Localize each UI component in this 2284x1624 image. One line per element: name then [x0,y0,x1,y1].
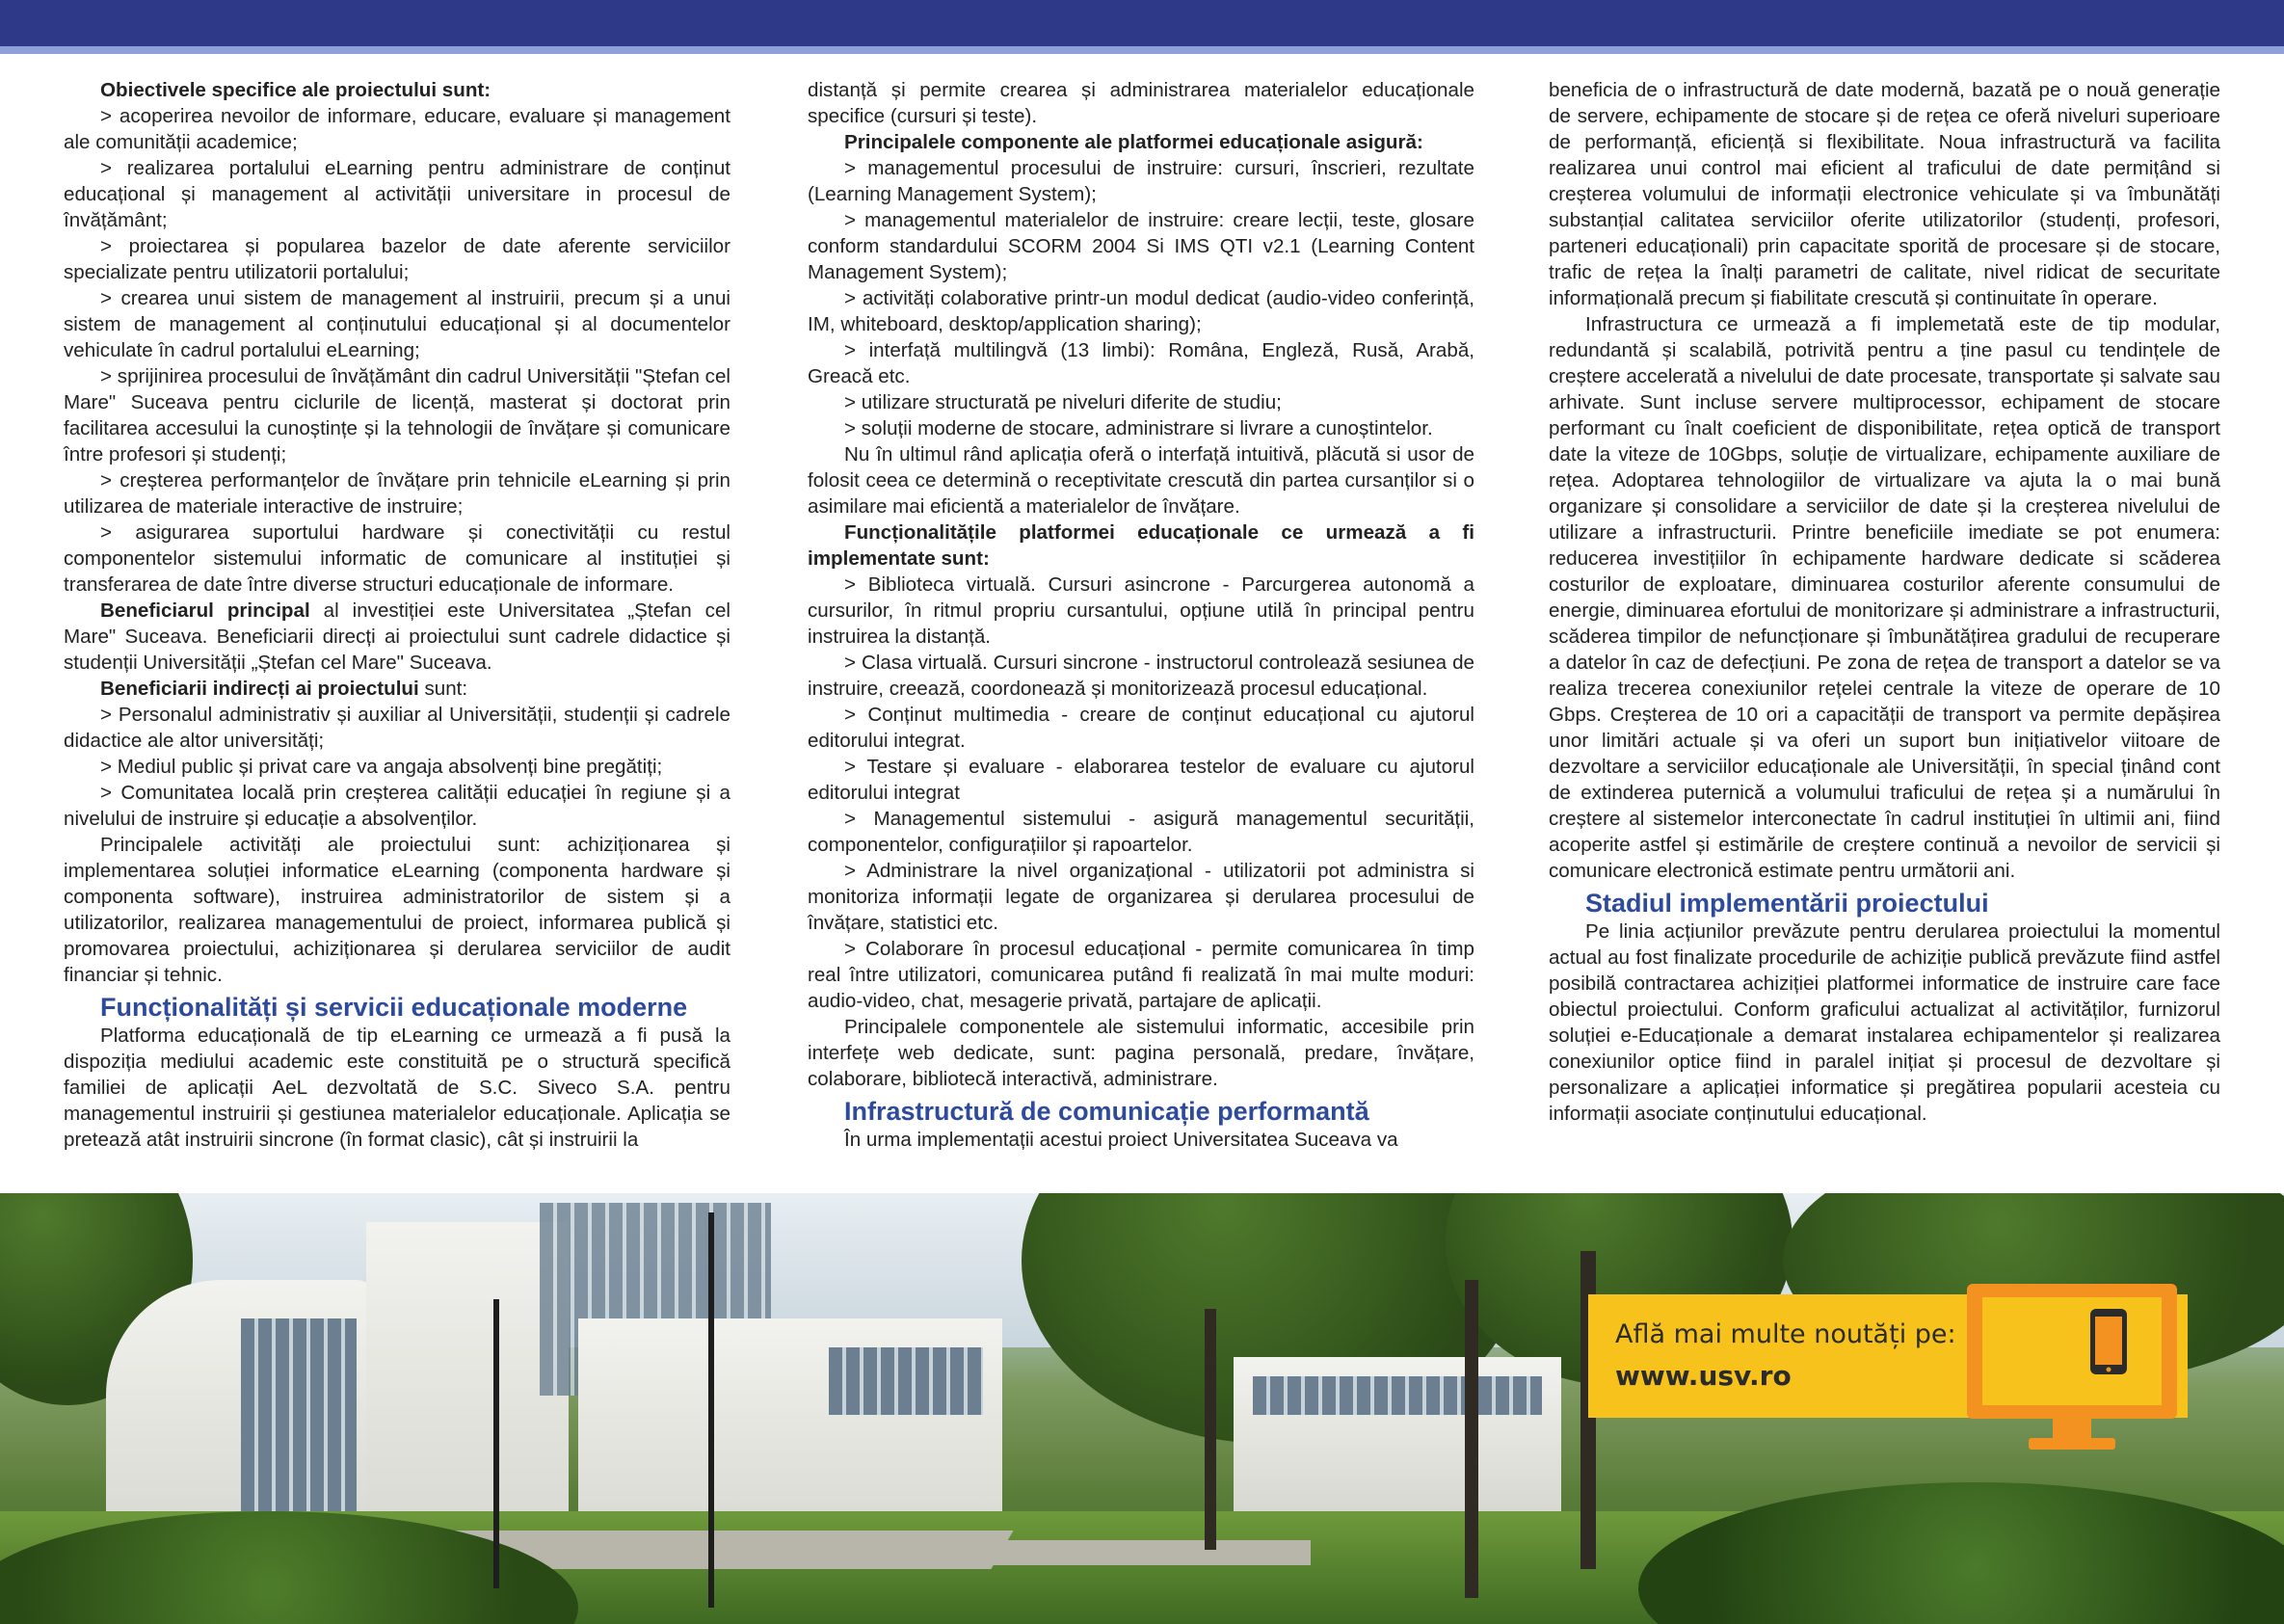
component-item: > managementul procesului de instruire: cursuri, înscrieri, rezultate (Learning Management System); [808,157,1474,205]
platform-paragraph-continued: distanță și permite crearea și administrarea materialelor educaționale specifice (cursuri și teste). [808,79,1474,127]
component-item: > activități colaborative printr-un modul dedicat (audio-video conferință, IM, whiteboard, desktop/application sharing); [808,287,1474,335]
functionality-item: > Testare și evaluare - elaborarea testelor de evaluare cu ajutorul editorului integrat [808,756,1474,804]
building-windows [829,1347,983,1415]
functionality-item: > Conținut multimedia - creare de conținut educațional cu ajutorul editorului integrat. [808,704,1474,752]
section-heading-functionalities: Funcționalități și servicii educaționale moderne [100,993,688,1022]
system-components-paragraph: Principalele componentele ale sistemului informatic, accesibile prin interfețe web dedicate, sunt: pagina personală, predare, învățare, colaborare, bibliotecă interactivă, administrare. [808,1016,1474,1090]
infrastructure-paragraph-continued: beneficia de o infrastructură de date modernă, bazată pe o nouă generație de servere, echipamente de stocare și de rețea ce oferă niveluri superioare de performanță, eficiență si flexibilitate. Noua infrastructură va facilita realizarea unui control mai eficient al traficului de date permițând si creșterea volumului de informații electronice vehiculate și va îmbunătăți substanțial calitatea serviciilor oferite utilizatorilor (studenți, profesori, parteneri educaționali) prin capacitate sporită de procesare și de stocare, trafic de rețea la înalți parametri de calitate, nivel ridicat de securitate informațională precum și fiabilitate crescută și continuitate în operare. [1549,79,2220,309]
objective-item: > realizarea portalului eLearning pentru administrare de conținut educațional și management al activității universitare in procesul de învățământ; [64,157,730,231]
objective-item: > creșterea performanțelor de învățare prin tehnicile eLearning și prin utilizarea de materiale interactive de instruire; [64,469,730,518]
lamp-post [493,1299,499,1588]
platform-paragraph: Platforma educațională de tip eLearning ce urmează a fi pusă la dispoziția mediului academic este constituită pe o structură specifică familiei de aplicații AeL dezvoltată de S.C. Siveco S.A. pentru managementul instruirii și gestiunea materialelor educaționale. Aplicația se pretează atât instruirii sincrone (în format clasic), cât și instruirii la [64,1025,730,1151]
section-heading-status: Stadiul implementării proiectului [1585,889,1989,918]
column-3 [1549,77,2220,1127]
beneficiary-item: > Comunitatea locală prin creșterea calității educației în regiune și a nivelului de instruire și educație a absolvenților. [64,782,730,830]
infrastructure-details-paragraph: Infrastructura ce urmează a fi implemetată este de tip modular, redundantă și scalabilă, potrivită pentru a ține pasul cu tendințele de creștere accelerată a nivelului de date procesate, transportate și salvate sau arhivate. Sunt incluse servere multiprocessor, echipament de stocare performant cu înalt coeficient de disponibilitate, rețea optică de transport date la viteze de 10Gbps, soluție de virtualizare, echipamente auxiliare de rețea. Adoptarea tehnologiilor de virtualizare va ajuta la o mai bună organizare și consolidare a serviciilor de date și la creșterea nivelului de utilizare a infrastructurii. Printre beneficiile imediate se pot enumera: reducerea investițiilor în echipamente hardware dedicate si scăderea costurilor de exploatare, diminuarea costurilor aferente consumului de energie, diminuarea efortului de monitorizare și administrare a infrastructurii, scăderea timpilor de nefuncționare și îmbunătățirea gradului de recuperare a datelor în caz de defecțiuni. Pe zona de rețea de transport a datelor se va realiza trecerea conexiunilor rețelei centrale la viteze de operare de 10 Gbps. Creșterea de 10 ori a capacității de transport va permite depășirea unor limitări actuale și va oferi un suport bun inițiativelor viitoare de dezvoltare a serviciilor educaționale ale Universității, în special ținând cont de extinderea puternică a volumului traficului de rețea și a numărului în creștere al sistemelor interconectate în cadrul instituției în ultimii ani, fiind acoperite astfel și estimările de creștere continuă a nevoilor de servicii și comunicare electronică estimate pentru următorii ani. [1549,313,2220,882]
component-item: > soluții moderne de stocare, administrare si livrare a cunoștintelor. [844,417,1433,439]
component-item: > managementul materialelor de instruire: creare lecții, teste, glosare conform standardului SCORM 2004 Si IMS QTI v2.1 (Learning Content Management System); [808,209,1474,283]
main-beneficiary-paragraph [64,598,730,676]
functionality-item: > Clasa virtuală. Cursuri sincrone - instructorul controlează sesiunea de instruire, creează, coordonează și monitorizează procesul educațional. [808,652,1474,700]
objective-item: > crearea unui sistem de management al instruirii, precum și a unui sistem de management al conținutului educațional și al documentelor vehiculate în cadrul portalului eLearning; [64,287,730,361]
indirect-beneficiaries-paragraph [64,676,730,702]
shrub [1638,1482,2284,1624]
monitor-phone-icon [1961,1278,2183,1457]
component-item: > interfață multilingvă (13 limbi): Româna, Engleză, Rusă, Arabă, Greacă etc. [808,339,1474,387]
functionality-item: > Managementul sistemului - asigură managementul securității, componentelor, configurațiilor și rapoartelor. [808,808,1474,856]
lamp-post [708,1212,714,1608]
functionalities-heading: Funcționalitățile platformei educaționale ce urmează a fi implementate sunt: [808,521,1474,570]
tree-trunk [1465,1280,1478,1598]
building-glass [241,1318,357,1511]
indirect-beneficiaries-text: sunt: [418,678,468,700]
objectives-heading: Obiectivele specifice ale proiectului sunt: [100,79,491,101]
status-paragraph: Pe linia acțiunilor prevăzute pentru derularea proiectului la momentul actual au fost finalizate procedurile de achiziție publică prevăzute fiind astfel posibilă contractarea achiziției platformei informatice de instruire care face obiectul proiectului. Conform graficului actualizat al activităților, furnizorul soluției e-Educaționale a demarat instalarea echipamentelor și realizarea conexiunilor optice fiind in paralel inițiat și procesul de dezvoltare și personalizare a aplicației informatice și pregătirea popularii acesteia cu informații asociate conținutului educațional. [1549,920,2220,1125]
beneficiary-item: > Mediul public și privat care va angaja absolvenți bine pregătiți; [100,756,663,778]
column-1 [64,77,730,1153]
objective-item: > proiectarea și popularea bazelor de date aferente serviciilor specializate pentru utilizatorii portalului; [64,235,730,283]
activities-paragraph: Principalele activități ale proiectului sunt: achiziționarea și implementarea soluției informatice eLearning (componenta hardware și componenta software), instruirea administratorilor de sistem și a utilizatorilor, realizarea managementului de proiect, informarea publică și promovarea proiectului, achiziționarea și derularea serviciilor de audit financiar și tehnic. [64,834,730,986]
beneficiary-item: > Personalul administrativ și auxiliar al Universității, studenții și cadrele didactice ale altor universități; [64,704,730,752]
infrastructure-paragraph: În urma implementații acestui proiect Universitatea Suceava va [844,1129,1398,1151]
functionality-item: > Administrare la nivel organizațional - utilizatorii pot administra si monitoriza informații legate de organizarea și derularea procesului de învățare, statistici etc. [808,860,1474,934]
main-beneficiary-text: al investiției este Universitatea „Ștefan cel Mare" Suceava. Beneficiarii direcți ai proiectului sunt cadrele didactice și studenții Universității „Ștefan cel Mare" Suceava. [64,599,730,674]
objective-item: > sprijinirea procesului de învățământ din cadrul Universității "Ștefan cel Mare" Suceava pentru ciclurile de licență, masterat și doctorat prin facilitarea accesului la cunoștințe și la tehnologii de învățare și comunicare între profesori și studenți; [64,365,730,466]
building-tower [366,1222,569,1550]
objective-item: > asigurarea suportului hardware și conectivității cu restul componentelor sistemului informatic de comunicare al instituției și transferarea de date între diverse structuri educaționale de informare. [64,521,730,596]
objective-item: > acoperirea nevoilor de informare, educare, evaluare și management ale comunității academice; [64,105,730,153]
building-windows-right [1253,1376,1542,1415]
functionality-item: > Colaborare în procesul educațional - permite comunicarea în timp real între utilizatori, comunicarea putând fi realizată în mai multe moduri: audio-video, chat, mesagerie privată, partajare de aplicații. [808,938,1474,1012]
website-link[interactable]: www.usv.ro [1615,1360,1792,1392]
components-heading: Principalele componente ale platformei educaționale asigură: [844,131,1423,153]
tree-trunk [1205,1309,1216,1550]
header-stripe [0,46,2284,54]
indirect-beneficiaries-label: Beneficiarii indirecți ai proiectului [100,678,419,700]
component-item: > utilizare structurată pe niveluri diferite de studiu; [844,391,1282,413]
walkway [964,1540,1311,1565]
functionality-item: > Biblioteca virtuală. Cursuri asincrone - Parcurgerea autonomă a cursurilor, în ritmul propriu cursantului, opțiune utilă în principal pentru instruirea la distanță. [808,573,1474,648]
main-beneficiary-label: Beneficiarul principal [100,599,310,622]
section-heading-infrastructure: Infrastructură de comunicație performantă [844,1097,1369,1126]
column-2 [808,77,1474,1153]
interface-paragraph: Nu în ultimul rând aplicația oferă o interfață intuitivă, plăcută si usor de folosit ceea ce determină o receptivitate crescută din partea cursanților si o asimilare mai eficientă a materialelor de învățare. [808,443,1474,518]
promo-caption: Află mai multe noutăți pe: [1615,1319,1956,1349]
header-bar [0,0,2284,46]
